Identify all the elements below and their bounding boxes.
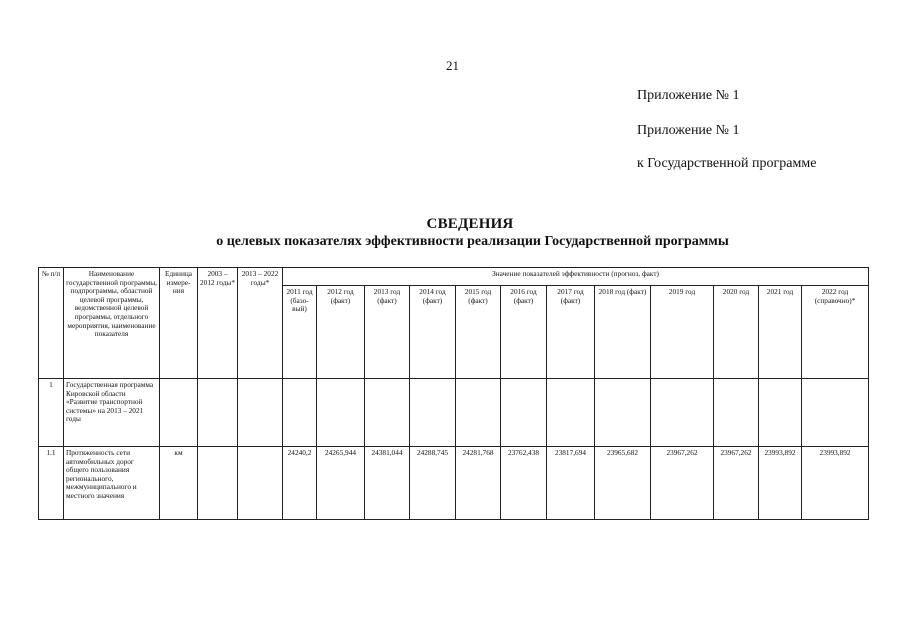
row-value (714, 379, 759, 447)
appendix-line-2: Приложение № 1 (637, 123, 740, 138)
row-name: Государственная программа Кировской области «Развитие транспортной системы» на 2013 – 2021 годы (64, 379, 160, 447)
row-value (410, 379, 456, 447)
appendix-line-3: к Государственной программе (637, 156, 817, 171)
header-year: 2022 год (справочно)* (802, 286, 869, 379)
page-number: 21 (446, 58, 459, 73)
row-value: 24240,2 (283, 447, 317, 520)
row-period-1 (198, 379, 238, 447)
header-year: 2018 год (факт) (595, 286, 651, 379)
row-num: 1 (39, 379, 64, 447)
header-num: № п/п (39, 268, 64, 379)
header-year: 2014 год (факт) (410, 286, 456, 379)
header-values-group: Значение показателей эффективности (прогноз, факт) (283, 268, 869, 286)
table-row (39, 379, 869, 447)
header-year: 2013 год (факт) (365, 286, 410, 379)
row-period-1 (198, 447, 238, 520)
header-year: 2012 год (факт) (317, 286, 365, 379)
document-title: СВЕДЕНИЯ (426, 216, 514, 232)
row-value: 23967,262 (714, 447, 759, 520)
row-period-2 (238, 447, 283, 520)
header-year: 2019 год (651, 286, 714, 379)
row-value (501, 379, 547, 447)
header-unit: Единица измере-ния (160, 268, 198, 379)
row-value: 23965,682 (595, 447, 651, 520)
header-year: 2020 год (714, 286, 759, 379)
header-name: Наименование государственной программы, подпрограммы, областной целевой программы, ведомственной целевой программы, отдельного мероприятия, наименование показателя (64, 268, 160, 379)
row-value: 23817,694 (547, 447, 595, 520)
appendix-line-1: Приложение № 1 (637, 88, 740, 103)
row-value (283, 379, 317, 447)
row-value (651, 379, 714, 447)
header-period-2013-2022: 2013 – 2022 годы* (238, 268, 283, 379)
row-value: 24265,944 (317, 447, 365, 520)
row-period-2 (238, 379, 283, 447)
row-value: 24281,768 (456, 447, 501, 520)
header-year: 2017 год (факт) (547, 286, 595, 379)
header-period-2003-2012: 2003 – 2012 годы* (198, 268, 238, 379)
row-value (456, 379, 501, 447)
indicators-table (38, 267, 869, 520)
header-year: 2016 год (факт) (501, 286, 547, 379)
header-year: 2011 год (базо-вый) (283, 286, 317, 379)
row-value (595, 379, 651, 447)
row-value: 24288,745 (410, 447, 456, 520)
row-value: 23762,438 (501, 447, 547, 520)
row-name: Протяженность сети автомобильных дорог общего пользования регионального, межмуниципального и местного значения (64, 447, 160, 520)
row-num: 1.1 (39, 447, 64, 520)
row-value: 23967,262 (651, 447, 714, 520)
row-unit: км (160, 447, 198, 520)
header-year: 2015 год (факт) (456, 286, 501, 379)
row-unit (160, 379, 198, 447)
row-value (802, 379, 869, 447)
row-value: 24381,044 (365, 447, 410, 520)
row-value (547, 379, 595, 447)
row-value: 23993,892 (802, 447, 869, 520)
row-value: 23993,892 (759, 447, 802, 520)
document-subtitle: о целевых показателях эффективности реализации Государственной программы (216, 234, 729, 249)
row-value (317, 379, 365, 447)
header-year: 2021 год (759, 286, 802, 379)
row-value (759, 379, 802, 447)
row-value (365, 379, 410, 447)
table-row (39, 447, 869, 520)
